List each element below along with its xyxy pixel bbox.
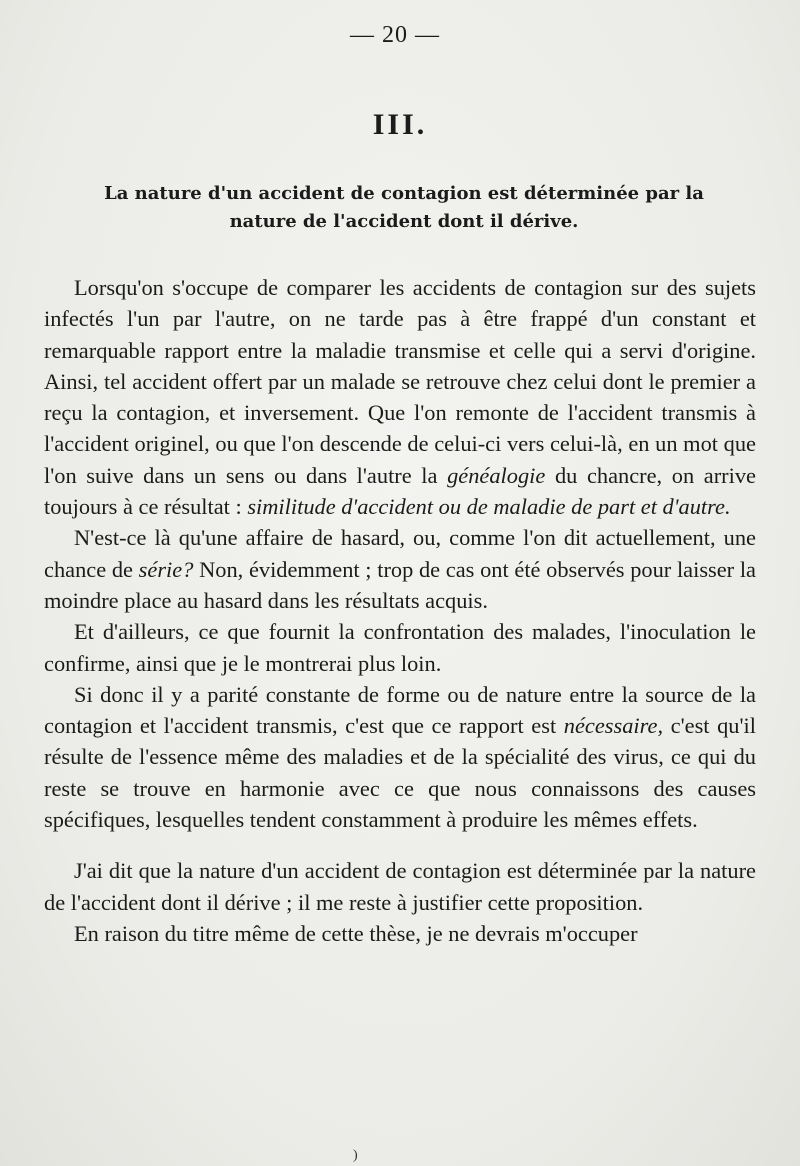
paragraph-4-text-a: Si donc il y a parité constante de forme ou de nature entre la source de la contagion et l'accident transmis, c'est que ce rapport est <box>44 681 756 739</box>
section-heading-line-1: La nature d'un accident de contagion est déterminée par la <box>104 183 704 204</box>
paragraph-6: En raison du titre même de cette thèse, je ne devrais m'occuper <box>74 920 638 946</box>
body-text <box>44 272 756 949</box>
paragraph-4 <box>44 679 756 835</box>
section-numeral: III. <box>372 108 428 141</box>
paragraph-1-emphasis-similitude: similitude d'accident ou de maladie de part et d'autre. <box>247 494 731 520</box>
paragraph-1 <box>44 272 756 522</box>
paragraph-2 <box>44 522 756 616</box>
paragraph-1-text-a: Lorsqu'on s'occupe de comparer les accidents de contagion sur des sujets infectés l'un par l'autre, on ne tarde pas à être frappé d'un constant et remarquable rapport entre la maladie transmise et celle qui a servi d'origine. Ainsi, tel accident offert par un malade se retrouve chez celui dont le premier a reçu la contagion, et inversement. Que l'on remonte de l'accident transmis à l'accident originel, ou que l'on descende de celui-ci vers celui-là, en un mot que l'on suive dans un sens ou dans l'autre la <box>44 275 756 488</box>
page-number: — 20 — <box>350 22 440 48</box>
section-heading <box>44 180 764 236</box>
paragraph-3: Et d'ailleurs, ce que fournit la confrontation des malades, l'inoculation le confirme, ainsi que je le montrerai plus loin. <box>44 619 756 676</box>
paragraph-1-emphasis-genealogie: généalogie <box>447 462 546 488</box>
paragraph-4-text-c: c'est qu'il résulte de l'essence même des maladies et de la spécialité des virus, ce qui du reste se trouve en harmonie avec ce que nous connaissons des causes spécifiques, lesquelles tendent constamment à produire les mêmes effets. <box>44 713 756 833</box>
footer-mark: ) <box>353 1148 358 1163</box>
paragraph-5: J'ai dit que la nature d'un accident de contagion est déterminée par la nature de l'accident dont il dérive ; il me reste à justifier cette proposition. <box>44 858 756 915</box>
paragraph-2-emphasis-serie: série? <box>138 556 194 582</box>
section-heading-line-2: nature de l'accident dont il dérive. <box>229 211 579 232</box>
paragraph-2-text-c: Non, évidemment ; trop de cas ont été observés pour laisser la moindre place au hasard dans les résultats acquis. <box>44 556 756 613</box>
paragraph-2-text-a: N'est-ce là qu'une affaire de hasard, ou, comme l'on dit actuellement, une chance de <box>44 525 756 582</box>
paragraph-1-text-c: du chancre, on arrive toujours à ce résultat : <box>44 462 756 520</box>
paragraph-4-emphasis-necessaire: nécessaire, <box>563 713 664 739</box>
